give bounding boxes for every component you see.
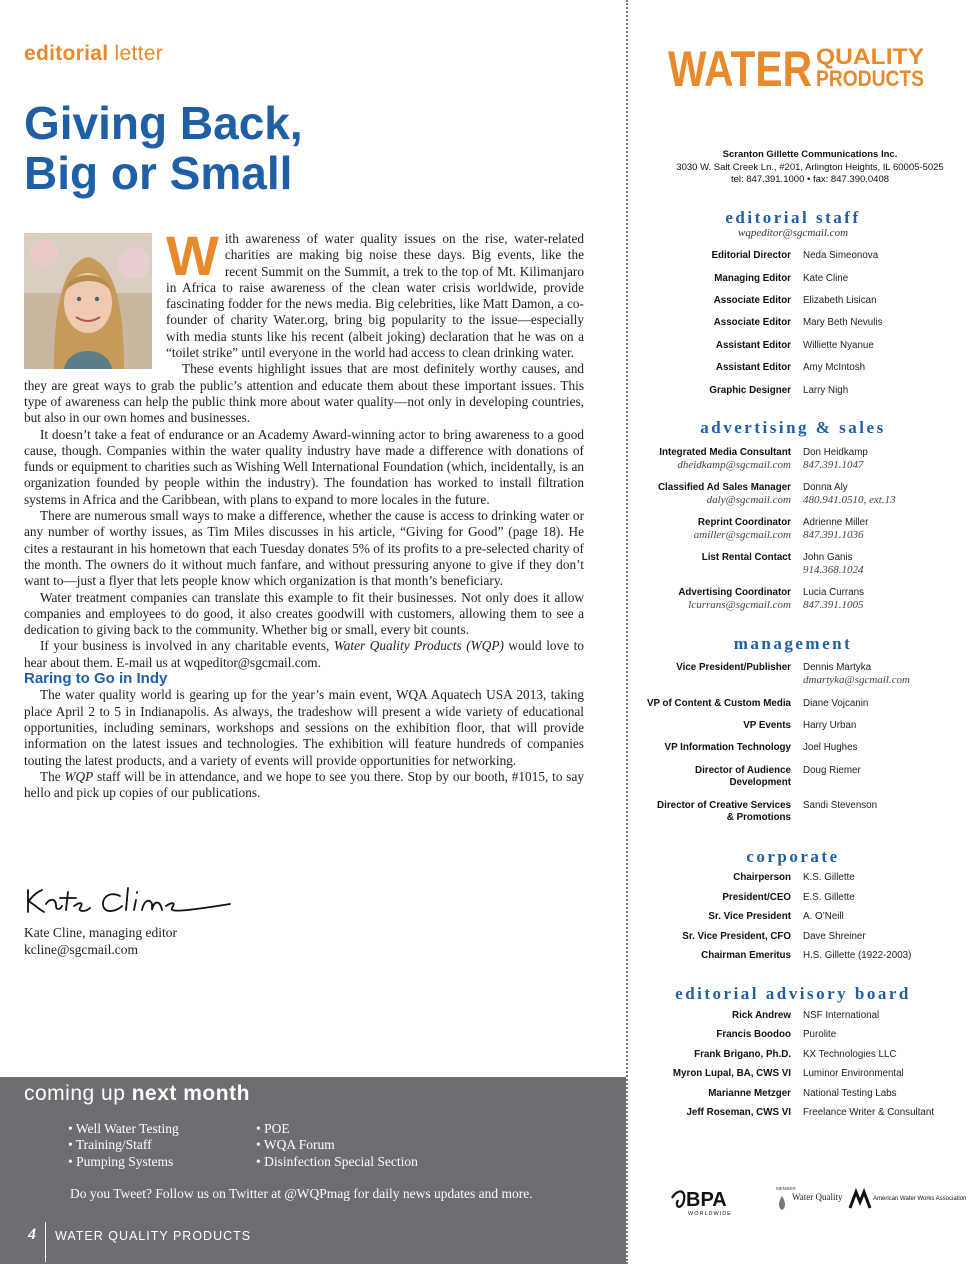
paragraph: ith awareness of water quality issues on the rise, water-related charities are making big noise these days. Big events, like the recent Summit on the Summit, a trek to the top of Mt. Kilimanjaro in Africa to raise awareness of the clean water crisis worldwide, provide fascinating fodder for the news media. Big celebrities, like Matt Damon, a co-founder of charity Water.org, bring big popularity to the issue—especially with media stunts like his recent (albeit joking) declaration that he was on a “toilet strike” until everyone in the world had access to clean drinking water. [166, 231, 584, 361]
signature-block: Kate Cline, managing editor kcline@sgcmail.com [24, 925, 177, 957]
wqa-logo [774, 1184, 843, 1218]
bpa-logo [670, 1184, 744, 1218]
list-item: • Pumping Systems [68, 1154, 179, 1170]
paragraph: There are numerous small ways to make a difference, whether the cause is access to drinking water or any number of worthy issues, as Tim Miles discusses in his article, “Giving for Good” (page 18). He cites a restaurant in his hometown that each Tuesday donates 5% of its profits to a pre-selected charity of the month. The owners do it without much fanfare, and without pressuring anyone to give if they don’t want to—just a flyer that lets people know which organization is that month’s beneficiary. [24, 508, 584, 589]
paragraph: It doesn’t take a feat of endurance or an Academy Award-winning actor to bring awareness to a good cause, though. Companies within the water quality industry have made a difference with donations of funds or equipment to charities such as Wishing Well International Foundation (which, incidentally, is an organization founded by people within the industry). The foundation has worked to install filtration systems in Africa and the Caribbean, with plans to expand to more locales in the future. [24, 426, 584, 507]
twitter-note: Do you Tweet? Follow us on Twitter at @WQPmag for daily news updates and more. [70, 1186, 533, 1201]
section-title-corporate: corporate [746, 847, 840, 866]
svg-text:American Water Works Associati: American Water Works Association [873, 1196, 967, 1202]
publication-name: WATER QUALITY PRODUCTS [55, 1229, 252, 1243]
svg-text:BPA: BPA [686, 1189, 727, 1211]
section-title-advertising: advertising & sales [700, 418, 886, 437]
column-divider [626, 0, 628, 1264]
list-item: • Well Water Testing [68, 1121, 179, 1137]
awwa-logo [848, 1184, 967, 1218]
svg-text:PRODUCTS: PRODUCTS [816, 66, 924, 91]
svg-text:WATER: WATER [668, 41, 812, 97]
list-item: • Training/Staff [68, 1137, 179, 1153]
svg-text:Water Quality: Water Quality [792, 1192, 843, 1202]
paragraph: The WQP staff will be in attendance, and we hope to see you there. Stop by our booth, #1015, to say hello and pick up copies of our publications. [24, 768, 584, 801]
coming-up-list-2 [256, 1121, 418, 1170]
author-photo [24, 233, 152, 369]
svg-text:QUALITY: QUALITY [816, 44, 925, 69]
paragraph: These events highlight issues that are most definitely worthy causes, and they are great ways to grab the public’s attention and educate them about these important issues. This type of awareness can help the public think more about water quality—not only in developing countries, but also in our own homes and businesses. [24, 361, 584, 426]
coming-up-title: coming up next month [24, 1082, 250, 1105]
list-item: • WQA Forum [256, 1137, 418, 1153]
drop-cap: W [166, 224, 219, 287]
subheading: Raring to Go in Indy [24, 670, 168, 688]
section-title-management: management [733, 634, 853, 653]
signature-image [24, 880, 234, 920]
publisher-info: Scranton Gillette Communications Inc. 3030 W. Salt Creek Ln., #201, Arlington Heights, IL 60005-5025 tel: 847.391.1000 • fax: 847.390.0408 [676, 149, 944, 185]
section-kicker: editorial letter [24, 42, 164, 65]
paragraph: Water treatment companies can translate this example to fit their businesses. Not only does it allow companies and employees to do good, it also creates goodwill with customers, allowing them to see a dedication to giving back to the community. Whether big or small, every bit counts. [24, 589, 584, 638]
page-number: 4 [28, 1226, 36, 1243]
page-title: Giving Back, Big or Small [24, 97, 303, 199]
svg-text:MEMBER: MEMBER [776, 1186, 796, 1191]
magazine-logo [668, 41, 926, 97]
list-item: • POE [256, 1121, 418, 1137]
paragraph: The water quality world is gearing up for the year’s main event, WQA Aquatech USA 2013, taking place April 2 to 5 in Indianapolis. As always, the tradeshow will present a wide variety of educational opportunities, including seminars, workshops and sessions on the exhibition floor, that will provide information on the latest issues and technologies. The exhibition will feature hundreds of companies touting the latest products, and a variety of events will provide opportunities for networking. [24, 687, 584, 768]
paragraph: If your business is involved in any charitable events, Water Quality Products (WQP) would love to hear about them. E-mail us at wqpeditor@sgcmail.com. [24, 638, 584, 670]
signature-email[interactable]: kcline@sgcmail.com [24, 942, 139, 957]
section-title-advisory: editorial advisory board [675, 984, 911, 1003]
list-item: • Disinfection Special Section [256, 1154, 418, 1170]
coming-up-list-1 [68, 1121, 179, 1170]
section-title-editorial: editorial staff [725, 208, 861, 227]
svg-text:WORLDWIDE: WORLDWIDE [688, 1211, 732, 1217]
footer-divider [45, 1222, 46, 1262]
editorial-email[interactable]: wqpeditor@sgcmail.com [737, 227, 849, 239]
article-body [24, 224, 584, 801]
